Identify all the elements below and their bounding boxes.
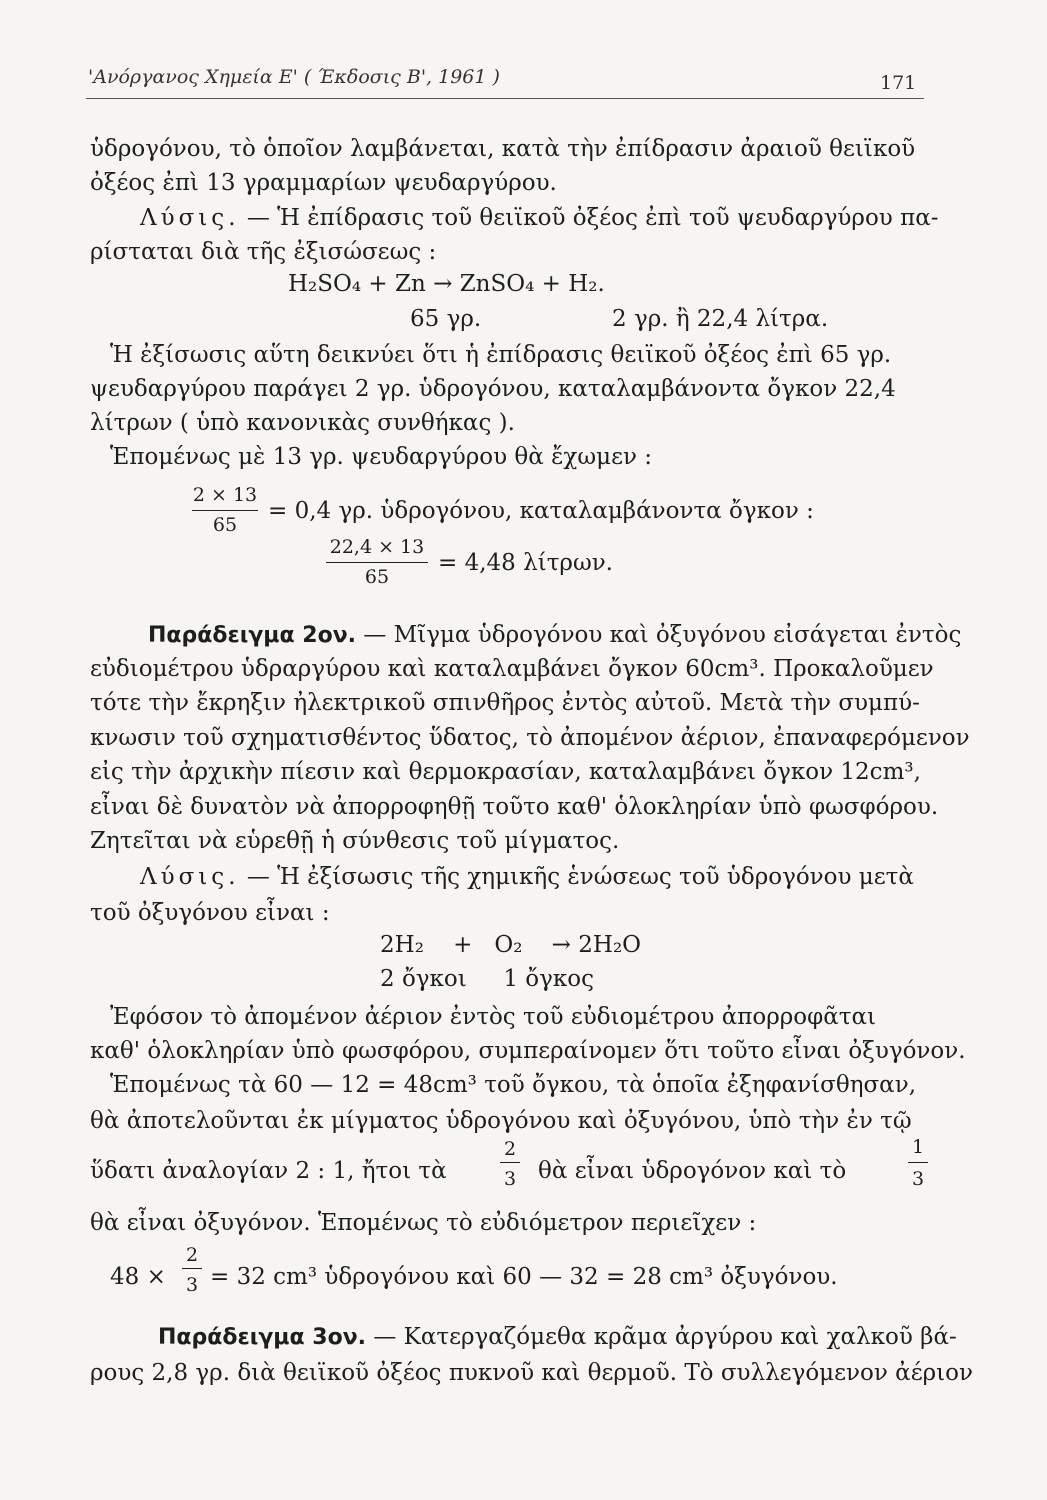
fraction-5-denominator: 3 [185, 1274, 199, 1296]
text-span: θὰ εἶναι ὑδρογόνον καὶ τὸ [538, 1158, 847, 1184]
fraction-4-denominator: 3 [911, 1168, 925, 1190]
text-line: κνωσιν τοῦ σχηματισθέντος ὕδατος, τὸ ἀπομένον ἀέριον, ἐπαναφερόμενον [90, 725, 970, 751]
running-header: 'Ανόργανος Χημεία Ε' ( Έκδοσις Β', 1961 ) [88, 66, 500, 88]
text-line: θὰ ἀποτελοῦνται ἐκ μίγματος ὑδρογόνου καὶ ὀξυγόνου, ὑπὸ τὴν ἐν τῷ [90, 1108, 912, 1134]
solution-2-line [140, 862, 914, 892]
text-span: — Μῖγμα ὑδρογόνου καὶ ὀξυγόνου εἰσάγεται ἐντὸς [356, 622, 962, 648]
example-3-label: Παράδειγμα 3ον. [158, 1325, 367, 1350]
fraction-5-numerator: 2 [185, 1244, 199, 1266]
text-span: ὕδατι ἀναλογίαν 2 : 1, ἤτοι τὰ [90, 1158, 447, 1184]
text-line: Ἡ ἐξίσωσις αὕτη δεικνύει ὅτι ἡ ἐπίδρασις θειϊκοῦ ὀξέος ἐπὶ 65 γρ. [110, 342, 892, 368]
equation-1-mass-a: 65 γρ. [410, 306, 482, 332]
text-span: — Κατεργαζόμεθα κρᾶμα ἀργύρου καὶ χαλκοῦ βά- [366, 1324, 957, 1350]
fraction-2-result: = 4,48 λίτρων. [438, 550, 613, 576]
text-span: = 32 cm³ ὑδρογόνου καὶ 60 — 32 = 28 cm³ ὀξυγόνου. [210, 1264, 838, 1290]
text-line: εἰς τὴν ἀρχικὴν πίεσιν καὶ θερμοκρασίαν, καταλαμβάνει ὄγκον 12cm³, [90, 759, 921, 785]
fraction-4-numerator: 1 [911, 1136, 925, 1158]
text-line: λίτρων ( ὑπὸ κανονικὰς συνθήκας ). [90, 410, 515, 436]
page-number: 171 [880, 72, 917, 94]
text-line: Ἑπομένως τὰ 60 — 12 = 48cm³ τοῦ ὄγκου, τὰ ὁποῖα ἐξηφανίσθησαν, [110, 1072, 917, 1098]
text-span: — Ἡ ἐξίσωσις τῆς χημικῆς ἑνώσεως τοῦ ὑδρογόνου μετὰ [239, 864, 914, 890]
solution-line [140, 203, 939, 233]
text-line: Ἐφόσον τὸ ἀπομένον ἀέριον ἐντὸς τοῦ εὐδιομέτρου ἀπορροφᾶται [110, 1004, 877, 1030]
fraction-1-result: = 0,4 γρ. ὑδρογόνου, καταλαμβάνοντα ὄγκον : [268, 498, 814, 524]
text-line: εἶναι δὲ δυνατὸν νὰ ἀπορροφηθῇ τοῦτο καθ' ὁλοκληρίαν ὑπὸ φωσφόρου. [90, 794, 939, 820]
example-2-label: Παράδειγμα 2ον. [148, 623, 357, 648]
text-line: τότε τὴν ἔκρηξιν ἠλεκτρικοῦ σπινθῆρος ἐντὸς αὐτοῦ. Μετὰ τὴν συμπύ- [90, 690, 920, 716]
fraction-3-numerator: 2 [503, 1138, 517, 1160]
text-line: θὰ εἶναι ὀξυγόνον. Ἑπομένως τὸ εὐδιόμετρον περιεῖχεν : [90, 1210, 757, 1236]
text-line: εὐδιομέτρου ὑδραργύρου καὶ καταλαμβάνει ὄγκον 60cm³. Προκαλοῦμεν [90, 656, 934, 682]
solution-2-label: Λύσις. [140, 864, 240, 890]
text-line: ψευδαργύρου παράγει 2 γρ. ὑδρογόνου, καταλαμβάνοντα ὄγκον 22,4 [90, 376, 896, 402]
fraction-2-bar [326, 562, 428, 563]
fraction-2-denominator: 65 [364, 566, 390, 588]
equation-1: H₂SO₄ + Zn → ZnSO₄ + H₂. [288, 271, 605, 297]
text-line: ὀξέος ἐπὶ 13 γραμμαρίων ψευδαργύρου. [90, 170, 557, 196]
fraction-3-bar [500, 1162, 520, 1163]
equation-2: 2H₂ + O₂ → 2H₂O [380, 932, 642, 958]
text-line: ὑδρογόνου, τὸ ὁποῖον λαμβάνεται, κατὰ τὴν ἐπίδρασιν ἀραιοῦ θειϊκοῦ [90, 136, 916, 162]
example-2-line [148, 620, 961, 651]
text-line: ρίσταται διὰ τῆς ἐξισώσεως : [90, 239, 437, 265]
text-line: τοῦ ὀξυγόνου εἶναι : [90, 900, 330, 926]
fraction-1-bar [192, 510, 258, 511]
fraction-4-bar [908, 1162, 928, 1163]
fraction-2-numerator: 22,4 × 13 [329, 536, 425, 558]
text-span: 48 × [110, 1264, 166, 1290]
example-3-line [158, 1322, 957, 1353]
text-line: ρους 2,8 γρ. διὰ θειϊκοῦ ὀξέος πυκνοῦ καὶ θερμοῦ. Τὸ συλλεγόμενον ἀέριον [90, 1360, 973, 1386]
fraction-1-denominator: 65 [212, 514, 238, 536]
header-rule [86, 98, 924, 99]
equation-2-volumes: 2 ὄγκοι 1 ὄγκος [380, 966, 594, 992]
fraction-3-denominator: 3 [503, 1168, 517, 1190]
solution-label: Λύσις. [140, 205, 240, 231]
text-line: Ἑπομένως μὲ 13 γρ. ψευδαργύρου θὰ ἔχωμεν : [110, 444, 653, 470]
fraction-1-numerator: 2 × 13 [192, 484, 258, 506]
text-span: — Ἡ ἐπίδρασις τοῦ θειϊκοῦ ὀξέος ἐπὶ τοῦ ψευδαργύρου πα- [239, 205, 939, 231]
fraction-5-bar [182, 1268, 202, 1269]
text-line: καθ' ὁλοκληρίαν ὑπὸ φωσφόρου, συμπεραίνομεν ὅτι τοῦτο εἶναι ὀξυγόνον. [90, 1038, 966, 1064]
equation-1-mass-b: 2 γρ. ἢ 22,4 λίτρα. [612, 306, 829, 332]
text-line: Ζητεῖται νὰ εὑρεθῇ ἡ σύνθεσις τοῦ μίγματος. [90, 828, 620, 854]
